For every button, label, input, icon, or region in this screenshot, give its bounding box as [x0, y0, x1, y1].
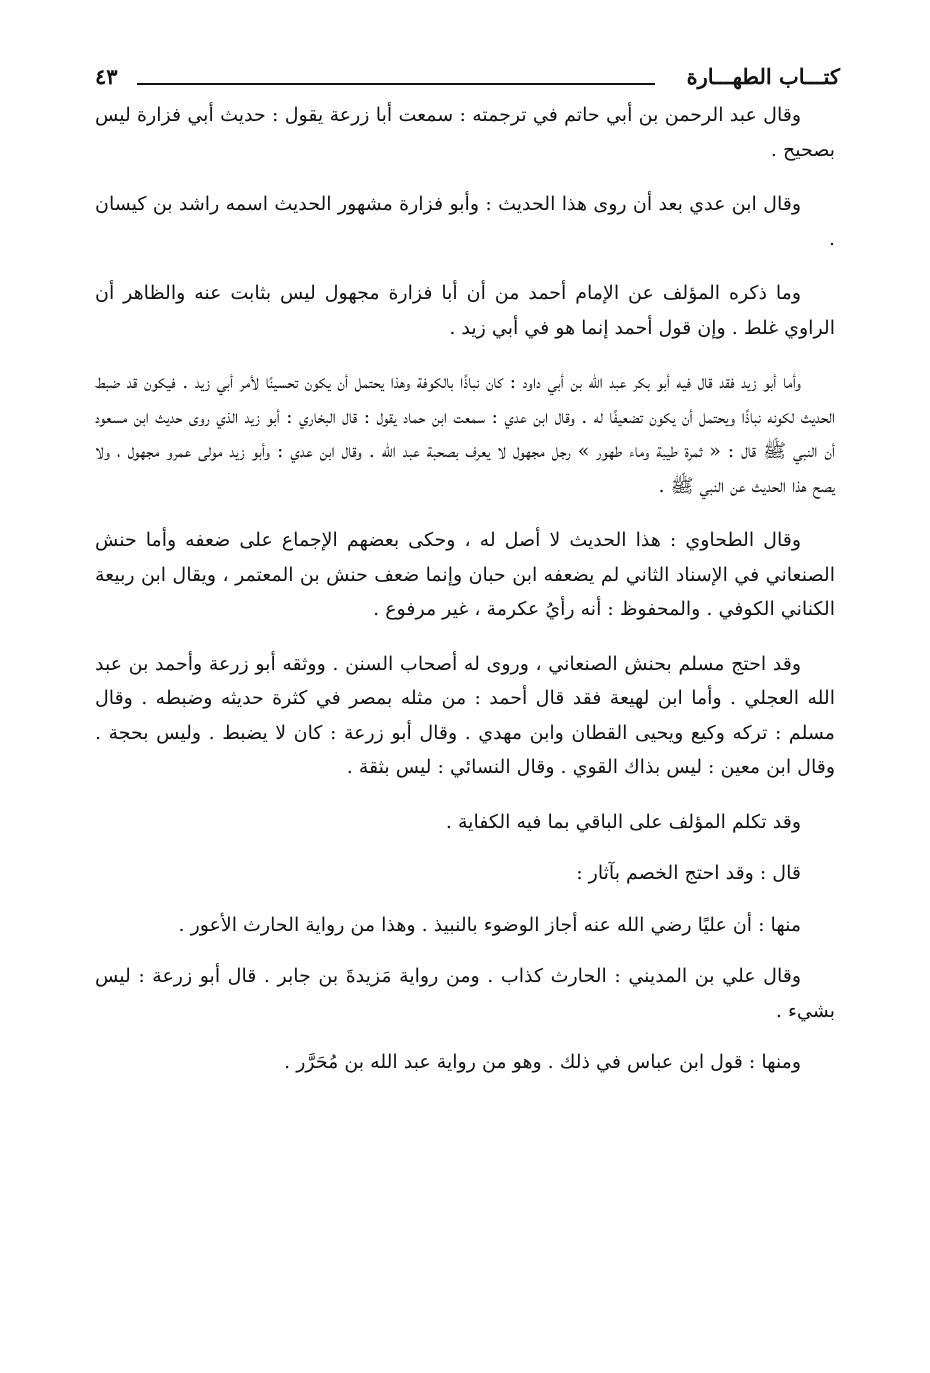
- paragraph: منها : أن عليًا رضي الله عنه أجاز الوضوء بالنبيذ . وهذا من رواية الحارث الأعور .: [178, 913, 801, 936]
- paragraph: وقال الطحاوي : هذا الحديث لا أصل له ، وحكى بعضهم الإجماع على ضعفه وأما حنش الصنعاني في الإسناد الثاني لم يضعفه ابن حبان وإنما ضعف حنش بن المعتمر ، ويقال ابن ربيعة الكناني الكوفي . والمحفوظ : أنه رأيُ عكرمة ، غير مرفوع .: [95, 529, 835, 620]
- paragraph: ومنها : قول ابن عباس في ذلك . وهو من رواية عبد الله بن مُحَرَّر .: [284, 1051, 801, 1073]
- paragraph: قال : وقد احتج الخصم بآثار :: [576, 862, 801, 884]
- paragraph: وأما أبو زيد فقد قال فيه أبو بكر عبد الله بن أبي داود : كان نباذًا بالكوفة وهذا يحتمل أن يكون تحسينًا لأمر أبي زيد . فيكون قد ضبط الحديث لكونه نباذًا ويحتمل أن يكون تضعيفًا له . وقال ابن عدي : سمعت ابن حماد يقول : قال البخاري : أبو زيد الذي روى حديث ابن مسعود أن النبي ﷺ قال : « ثمرة طيبة وماء طهور » رجل مجهول لا يعرف بصحبة عبد الله . وقال ابن عدي : وأبو زيد مولى عمرو مجهول ، ولا يصح هذا الحديث عن النبي ﷺ .: [95, 371, 835, 497]
- body-text: [95, 98, 835, 1097]
- paragraph: وما ذكره المؤلف عن الإمام أحمد من أن أبا فزارة مجهول ليس بثابت عنه والظاهر أن الراوي غلط . وإن قول أحمد إنما هو في أبي زيد .: [95, 282, 835, 339]
- page-number: ٤٣: [95, 64, 118, 89]
- running-title: كتـــاب الطهـــارة: [686, 64, 840, 89]
- header-rule: [137, 83, 655, 85]
- paragraph: وقد تكلم المؤلف على الباقي بما فيه الكفاية .: [445, 810, 801, 833]
- paragraph: وقال ابن عدي بعد أن روى هذا الحديث : وأبو فزارة مشهور الحديث اسمه راشد بن كيسان .: [95, 193, 835, 250]
- paragraph: وقال عبد الرحمن بن أبي حاتم في ترجمته : سمعت أبا زرعة يقول : حديث أبي فزارة ليس بصحيح .: [95, 104, 835, 161]
- page-header: [95, 62, 840, 96]
- paragraph: وقد احتج مسلم بحنش الصنعاني ، وروى له أصحاب السنن . ووثقه أبو زرعة وأحمد بن عبد الله العجلي . وأما ابن لهيعة فقد قال أحمد : من مثله بمصر في كثرة حديثه وضبطه . وقال مسلم : تركه وكيع ويحيى القطان وابن مهدي . وقال أبو زرعة : كان لا يضبط . وليس بحجة . وقال ابن معين : ليس بذاك القوي . وقال النسائي : ليس بثقة .: [95, 652, 835, 778]
- paragraph: وقال علي بن المديني : الحارث كذاب . ومن رواية مَزيدةَ بن جابر . قال أبو زرعة : ليس بشيء .: [95, 965, 835, 1022]
